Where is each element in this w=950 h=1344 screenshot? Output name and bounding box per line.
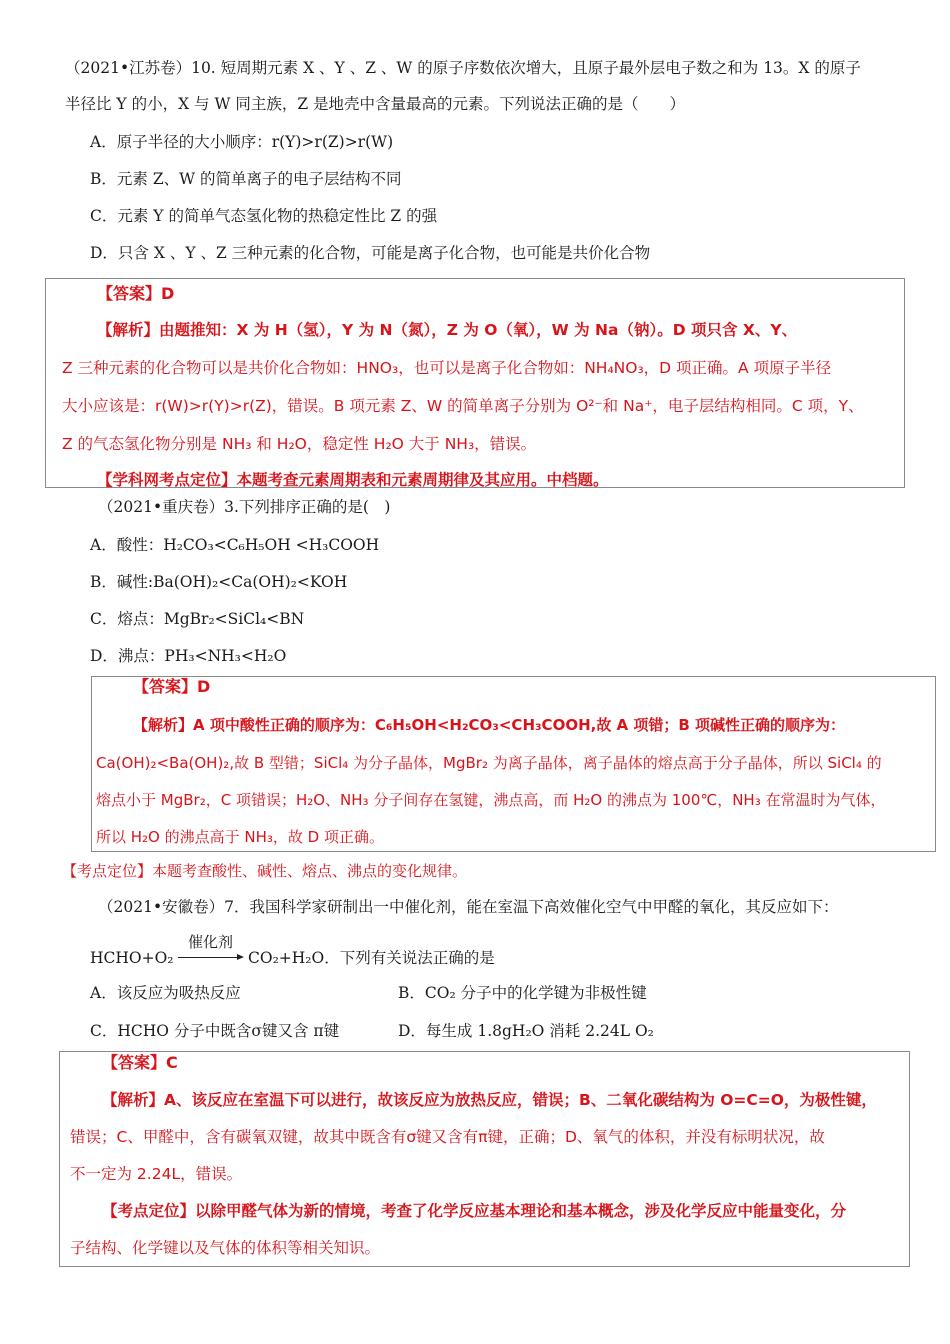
- q3-eq-right: CO₂+H₂O．下列有关说法正确的是: [248, 949, 495, 967]
- q1-stem-line2: 半径比 Y 的小，X 与 W 同主族，Z 是地壳中含量最高的元素。下列说法正确的是（ ）: [65, 95, 686, 113]
- q2-analysis-line3: 熔点小于 MgBr₂，C 项错误；H₂O、NH₃ 分子间存在氢键，沸点高，而 H₂O 的沸点为 100℃，NH₃ 在常温时为气体，: [96, 791, 886, 809]
- q2-option-c: C．熔点：MgBr₂<SiCl₄<BN: [90, 610, 305, 628]
- q2-point: 【考点定位】本题考查酸性、碱性、熔点、沸点的变化规律。: [62, 862, 468, 880]
- q1-option-a: A．原子半径的大小顺序：r(Y)>r(Z)>r(W): [90, 133, 394, 151]
- q3-answer-box: [59, 1051, 910, 1267]
- q2-analysis-line1: 【解析】A 项中酸性正确的顺序为：C₆H₅OH<H₂CO₃<CH₃COOH,故 A 项错；B 项碱性正确的顺序为：: [133, 716, 846, 734]
- q2-analysis-line4: 所以 H₂O 的沸点高于 NH₃，故 D 项正确。: [96, 828, 385, 846]
- q2-answer-label: 【答案】D: [133, 677, 211, 696]
- q3-eq-condition: 催化剂: [188, 933, 234, 951]
- q2-option-b: B．碱性:Ba(OH)₂<Ca(OH)₂<KOH: [90, 573, 348, 591]
- q3-eq-left: HCHO+O₂: [90, 949, 174, 967]
- q3-answer: C: [166, 1053, 178, 1072]
- q1-point: 【学科网考点定位】本题考查元素周期表和元素周期律及其应用。中档题。: [97, 471, 609, 489]
- q1-answer-label: 【答案】D: [97, 284, 175, 303]
- q3-analysis-line3: 不一定为 2.24L，错误。: [70, 1165, 243, 1183]
- q3-answer-label: 【答案】C: [102, 1053, 178, 1072]
- q2-stem: （2021•重庆卷）3.下列排序正确的是( ): [98, 498, 391, 516]
- q3-arrow-head-icon: [237, 954, 244, 960]
- q1-option-b: B．元素 Z、W 的简单离子的电子层结构不同: [90, 170, 402, 188]
- q3-stem: （2021•安徽卷）7．我国科学家研制出一中催化剂，能在室温下高效催化空气中甲醛的氧化，其反应如下：: [98, 898, 839, 916]
- q3-option-a: A．该反应为吸热反应: [90, 984, 241, 1002]
- q3-option-b: B．CO₂ 分子中的化学键为非极性键: [398, 984, 647, 1002]
- q1-option-d: D．只含 X 、Y 、Z 三种元素的化合物，可能是离子化合物，也可能是共价化合物: [90, 244, 651, 262]
- q1-answer: D: [161, 284, 175, 303]
- q3-analysis-line2: 错误；C、甲醛中，含有碳氧双键，故其中既含有σ键又含有π键，正确；D、氧气的体积，并没有标明状况，故: [70, 1128, 825, 1146]
- q1-analysis-line4: Z 的气态氢化物分别是 NH₃ 和 H₂O，稳定性 H₂O 大于 NH₃，错误。: [62, 435, 537, 453]
- q3-analysis-line1: 【解析】A、该反应在室温下可以进行，故该反应为放热反应，错误；B、二氧化碳结构为 O=C=O，为极性键，: [102, 1091, 877, 1109]
- q3-option-c: C．HCHO 分子中既含σ键又含 π键: [90, 1022, 340, 1040]
- q1-stem-line1: （2021•江苏卷）10. 短周期元素 X 、Y 、Z 、W 的原子序数依次增大，且原子最外层电子数之和为 13。X 的原子: [65, 59, 861, 77]
- q1-analysis-line2: Z 三种元素的化合物可以是共价化合物如：HNO₃，也可以是离子化合物如：NH₄NO₃，D 项正确。A 项原子半径: [62, 359, 832, 377]
- q2-analysis-line2: Ca(OH)₂<Ba(OH)₂,故 B 型错；SiCl₄ 为分子晶体，MgBr₂ 为离子晶体，离子晶体的熔点高于分子晶体，所以 SiCl₄ 的: [96, 754, 882, 772]
- q2-answer: D: [197, 677, 211, 696]
- q2-option-d: D．沸点：PH₃<NH₃<H₂O: [90, 647, 287, 665]
- q3-point-line1: 【考点定位】以除甲醛气体为新的情境，考查了化学反应基本理论和基本概念，涉及化学反应中能量变化，分: [102, 1202, 847, 1220]
- q2-option-a: A．酸性：H₂CO₃<C₆H₅OH <H₃COOH: [90, 536, 380, 554]
- q3-point-line2: 子结构、化学键以及气体的体积等相关知识。: [70, 1239, 381, 1257]
- q1-option-c: C．元素 Y 的简单气态氢化物的热稳定性比 Z 的强: [90, 207, 438, 225]
- q3-reaction-arrow: [178, 957, 238, 958]
- q3-option-d: D．每生成 1.8gH₂O 消耗 2.24L O₂: [398, 1022, 654, 1040]
- q1-analysis-line3: 大小应该是：r(W)>r(Y)>r(Z)，错误。B 项元素 Z、W 的简单离子分别为 O²⁻和 Na⁺，电子层结构相同。C 项，Y、: [62, 397, 864, 415]
- q1-analysis-line1: 【解析】由题推知：X 为 H（氢），Y 为 N（氮），Z 为 O（氧），W 为 Na（钠）。D 项只含 X、Y、: [97, 321, 798, 339]
- q1-answer-box: [45, 278, 905, 488]
